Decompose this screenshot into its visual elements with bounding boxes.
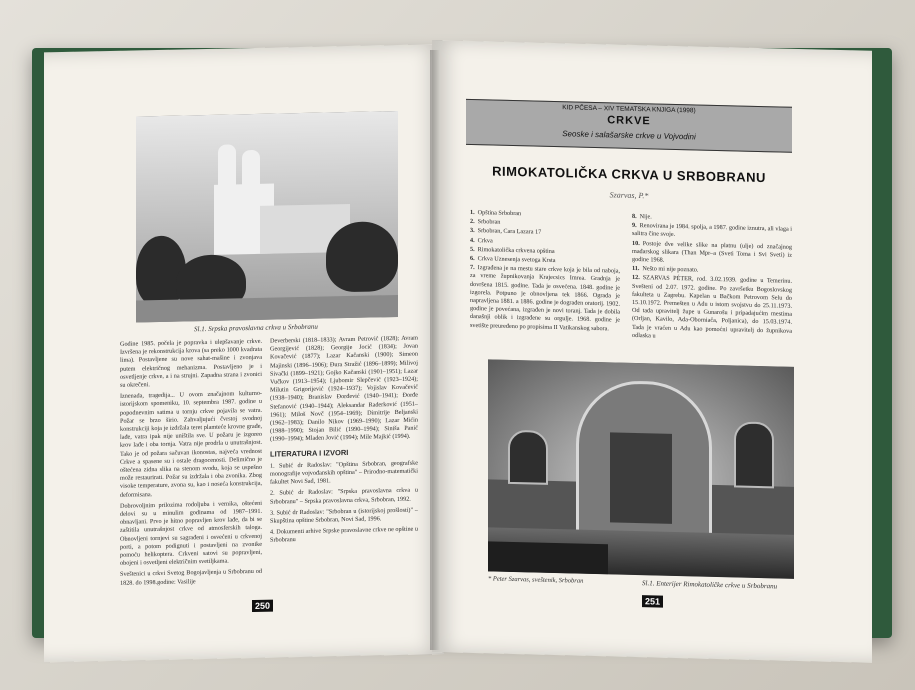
literature-title: LITERATURA I IZVORI bbox=[270, 447, 349, 459]
list-item: 2. Srbobran bbox=[470, 218, 501, 226]
church-interior-photo bbox=[488, 359, 794, 578]
literature-item: 3. Subić dr Radoslav: "Srbobran u (istorijskoj prošlosti)" – Skupština opštine Srbobran, Novi Sad, 1996. bbox=[270, 506, 418, 525]
list-item: 12. SZARVAS PÉTER, rod. 3.02.1939. godine u Temerinu. Svešteni od 2.07. 1972. godine. Po završetku Bogoslovskog fakulteta u Zagrebu. Kapelan u Bačkom Petrovom Selu do 15.10.1972. Premešten u Adu u istom svojstvu do 25.11.1973. Od tada upravitelj župe u Gunarošu i pripadajućim mestima (Orljan, Kavilo, Ada-Oborniača, Poljanica), do 15.03.1974. Tada je vraćen u Adu kao pomoćni upravitelj do župnikova odlaska u bbox=[632, 274, 792, 340]
left-page bbox=[44, 44, 444, 662]
literature-item: 1. Subić dr Radoslav: "Opština Srbobran, geografske monografije vojvođanskih opština" – Prirodno-matematički fakultet Novi Sad, 1981. bbox=[270, 459, 418, 486]
side-painting-left bbox=[508, 430, 548, 485]
paragraph: Godine 1985. počela je popravka i ulepšavanje crkve. Izvršena je rekonstrukcija krova (sa preko 1000 kvadrata lima). Postavljene su nove sahat-mašine i zvonjava putem električnog mehanizma. Postavljeno je i osvetljenje crkve, a i na strujni. Zapadna strana i zvonici su okrečeni. bbox=[120, 337, 262, 389]
lawn bbox=[136, 295, 398, 322]
paragraph: Sveštenici u crkvi Svetog Bogojavljenja u Srbobranu od 1828. do 1998.godine: Vasilije bbox=[120, 568, 262, 587]
literature-item: 2. Subić dr Radoslav: "Srpska pravoslavna crkva u Srbobranu" – Srpska pravoslavna crkva, Srbobran, 1992. bbox=[270, 486, 418, 506]
church-tower-left bbox=[218, 144, 236, 192]
altar bbox=[610, 432, 672, 524]
pews bbox=[488, 541, 608, 574]
article-title: RIMOKATOLIČKA CRKVA U SRBOBRANU bbox=[492, 163, 766, 186]
interior-caption: Sl.1. Enterijer Rimokatoličke crkve u Srbobranu bbox=[642, 579, 778, 591]
author-line: Szarvas, P.* bbox=[609, 190, 649, 201]
list-item: 3. Srbobran, Cara Lazara 17 bbox=[470, 227, 542, 237]
side-painting-right bbox=[734, 421, 774, 488]
literature-item: 4. Dokumenti arhive Srpske pravoslavne crkve ne opštine u Srbobranu bbox=[270, 525, 418, 545]
right-page bbox=[432, 40, 872, 663]
page-number: 250 bbox=[252, 600, 273, 612]
series-title: KID PČESA – XIV TEMATSKA KNJIGA (1998) bbox=[562, 104, 696, 115]
subsection-title: Seoske i salašarske crkve u Vojvodini bbox=[562, 129, 696, 142]
footnote: * Peter Szarvas, sveštenik, Srbobran bbox=[488, 575, 584, 585]
paragraph: Dobrovoljnim prilozima rodoljuba i vernika, oštećeni delovi su u minulim godinama od 1987–1991. obnavljani. Prvo je hitno popravljen krov lađe, da bi se zaštitila unutrašnjost crkve od atmosferskih taloga. Obnovljeni tornjevi su sagrađeni i osvećeni u crkvenoj porti, a potom podignuti i postavljeni na zvonike pomoću helikoptera. Crkveni satovi su popravljeni, obojeni i osvetljeni električnim svetiljkama. bbox=[120, 499, 262, 568]
header-band bbox=[466, 99, 792, 153]
list-item: 5. Rimokatolička crkvena opština bbox=[470, 245, 555, 255]
book-gutter bbox=[430, 50, 440, 650]
list-item: 9. Renovirana je 1984. spolja, a 1987. godine iznutra, ali vlaga i salitra čine svoje. bbox=[632, 222, 792, 239]
list-item: 10. Postoje dve velike slike na platnu (ulje) od značajnog mađarskog slikara (Than Mpr–a (Sveti Toma i Svi Sveti) iz godine 1968. bbox=[632, 239, 792, 264]
priest-names: Deverberski (1818–1833); Avram Petrović (1828); Avram Georgijević (1828); Georgije Jocić (1834); Jovan Kovačević (1877); Lazar Kačanski (1900); Simeon Majinski (1896–1906); Đura Stražić (1896–1899); Milivoj Sivački (1899–1921); Gojko Kačanski (1901–1951); Lazar Vučkov (1913–1954); Ljubomir Slepčević (1923–1924); Milutin Grigorijević (1924–1937); Vojislav Kovačević (1938–1940); Branislav Đorđević (1940–1941); Đorđe Stefanović (1940–1944); Aleksandar Raderković (1951–1961); Miloš Novč (1954–1969); Dimitrije Beljanski (1962–1983); Danilo Nikov (1969–1990); Lazar Mićin (1988–1990); Stojan Bilić (1990–1994); Siniša Panić (1990–1994); Mladen Jović (1994); Mile Majkić (1994). bbox=[270, 334, 418, 444]
church-tower-right bbox=[242, 150, 260, 192]
list-item: 8. Nije. bbox=[632, 212, 652, 221]
left-column-1 bbox=[120, 338, 262, 591]
list-item: 11. Nešto mi nije poznato. bbox=[632, 265, 699, 274]
paragraph: Iznenada, tragedija... U ovom značajnom kulturno-istorijskom spomeniku, 10. septembra 1987. godine u popodnevnim satima u tornju crkve pojavila se vatra. Požar se brzo širio. Zahvaljujući čvrstoj svodnoj konstrukciji koja je izdržala teret plamteće krovne građe, lađe, vatra ipak nije uništila sve. U požaru je izgoreo krov lađe i oba tornja. Vatra nije prodrla u unutrašnjost. Tako je od požara sačuvan ikonostas, najveća vrednost Crkve a spasene su i ostale dragocenosti. Delimično je oštećena zidna slika na stenom svodu, koja se uspešno može restaurirati. Požar su izdržala i oba zvonika. Zbog visoke temperature, zvona su, kao i noseća konstrukcija, deformisana. bbox=[120, 390, 262, 499]
right-column-1 bbox=[470, 209, 620, 335]
photo-caption: Sl.1. Srpska pravoslavna crkva u Srbobranu bbox=[194, 322, 318, 334]
list-item: 7. Izgrađena je na mestu stare crkve koja je bila od naboja, za vreme župnikovanja Krajecsics Imrea. Gradnja je dovršena 1815. godine. Tada je osvećena. 1848. godine je izgorela. Potpuno je obnovljena tek 1866. Ograda je napravljena 1881. a 1886. godine je dograđen oratorij. 1902. godine je povećana, izgrađen je novi toranj. Tada je dobila današnji oblik i izgrađene su orgulje. 1968. godine je svetište preuređeno po propisima II Vatikanskog sabora. bbox=[470, 264, 620, 332]
page-number: 251 bbox=[642, 595, 663, 608]
right-column-2 bbox=[632, 213, 792, 345]
section-title: CRKVE bbox=[607, 114, 651, 128]
tree bbox=[326, 221, 398, 293]
list-item: 1. Opština Srbobran bbox=[470, 208, 522, 218]
orthodox-church-photo bbox=[136, 111, 398, 322]
list-item: 6. Crkva Uznesenja svetoga Krsta bbox=[470, 254, 556, 265]
list-item: 4. Crkva bbox=[470, 236, 493, 245]
left-column-2 bbox=[270, 335, 418, 549]
